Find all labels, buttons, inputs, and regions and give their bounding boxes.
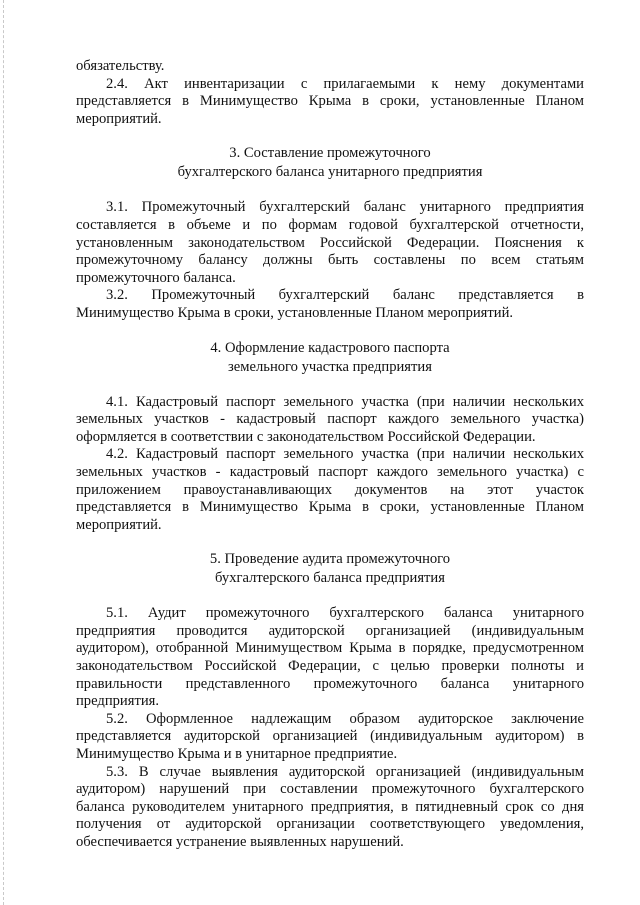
paragraph-4-1: 4.1. Кадастровый паспорт земельного участка (при наличии нескольких земельных участков - кадастровый паспорт каждого земельного участка) оформляется в соответствии с законодательством Российской Федерации.: [76, 393, 584, 445]
section-5-heading-line1: 5. Проведение аудита промежуточного: [209, 551, 451, 568]
section-5-heading-line2: бухгалтерского баланса предприятия: [215, 570, 445, 587]
paragraph-2-4: 2.4. Акт инвентаризации с прилагаемыми к нему документами представляется в Минимущество Крыма в сроки, установленные Планом мероприятий.: [76, 75, 584, 127]
scan-edge-line: [3, 0, 4, 905]
paragraph-3-2: 3.2. Промежуточный бухгалтерский баланс представляется в Минимущество Крыма в сроки, установленные Планом мероприятий.: [76, 287, 584, 321]
section-4-heading-line1: 4. Оформление кадастрового паспорта: [210, 339, 450, 356]
section-3-heading-line1: 3. Составление промежуточного: [229, 145, 431, 162]
paragraph-5-2: 5.2. Оформленное надлежащим образом аудиторское заключение представляется аудиторской организацией (индивидуальным аудитором) в Минимущество Крыма и в унитарное предприятие.: [76, 710, 584, 763]
paragraph-4-2: 4.2. Кадастровый паспорт земельного участка (при наличии нескольких земельных участков - кадастровый паспорт каждого земельного участка) с приложением правоустанавливающих документов на этот участок представляется в Минимущество Крыма в сроки, установленные Планом мероприятий.: [76, 446, 584, 533]
paragraph-5-3: 5.3. В случае выявления аудиторской организацией (индивидуальным аудитором) нарушений при составлении промежуточного бухгалтерского баланса руководителем унитарного предприятия, в пятидневный срок со дня получения от аудиторской организации соответствующего уведомления, обеспечивается устранение выявленных нарушений.: [76, 763, 584, 850]
document-body: [76, 58, 584, 852]
section-4-heading-line2: земельного участка предприятия: [228, 358, 432, 375]
section-3-heading-line2: бухгалтерского баланса унитарного предприятия: [177, 164, 483, 181]
paragraph-3-1: 3.1. Промежуточный бухгалтерский баланс унитарного предприятия составляется в объеме и по формам годовой бухгалтерской отчетности, установленным законодательством Российской Федерации. Пояснения к промежуточному балансу должны быть составлены по всем статьям промежуточного баланса.: [76, 199, 584, 286]
paragraph-intro: обязательству.: [76, 58, 165, 74]
paragraph-5-1: 5.1. Аудит промежуточного бухгалтерского баланса унитарного предприятия проводится аудиторской организацией (индивидуальным аудитором), отобранной Минимуществом Крыма в порядке, предусмотренном законодательством Российской Федерации, с целью проверки полноты и правильности представленного промежуточного баланса унитарного предприятия.: [76, 605, 584, 710]
